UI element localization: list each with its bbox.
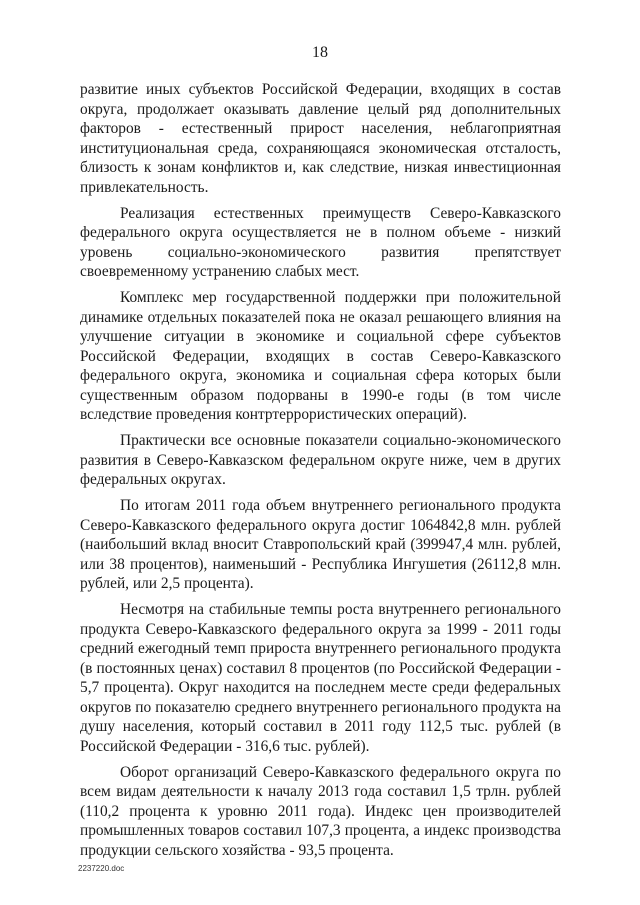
document-body xyxy=(80,80,561,860)
paragraph-turnover: Оборот организаций Северо-Кавказского федерального округа по всем видам деятельности к началу 2013 года составил 1,5 трлн. рублей (110,2 процента к уровню 2011 года). Индекс цен производителей промышленных товаров составил 107,3 процента, а индекс производства продукции сельского хозяйства - 93,5 процента. xyxy=(80,763,561,859)
paragraph-continuation: развитие иных субъектов Российской Федерации, входящих в состав округа, продолжает оказывать давление целый ряд дополнительных факторов - естественный прирост населения, неблагоприятная институциональная среда, сохраняющаяся экономическая отсталость, близость к зонам конфликтов и, как следствие, низкая инвестиционная привлекательность. xyxy=(80,81,561,196)
paragraph-natural-advantages: Реализация естественных преимуществ Северо-Кавказского федерального округа осуществляется не в полном объеме - низкий уровень социально-экономического развития препятствует своевременному устранению слабых мест. xyxy=(80,204,561,280)
paragraph-state-support: Комплекс мер государственной поддержки при положительной динамике отдельных показателей пока не оказал решающего влияния на улучшение ситуации в экономике и социальной сфере субъектов Российской Федерации, входящих в состав Северо-Кавказского федерального округа, экономика и социальная сфера которых были существенным образом подорваны в 1990-е годы (в том числе вследствие проведения контртеррористических операций). xyxy=(80,289,561,423)
file-name-footer: 2237220.doc xyxy=(78,864,125,873)
paragraph-grp-2011: По итогам 2011 года объем внутреннего регионального продукта Северо-Кавказского федерального округа достиг 1064842,8 млн. рублей (наибольший вклад вносит Ставропольский край (399947,4 млн. рублей, или 38 процентов), наименьший - Республика Ингушетия (26112,8 млн. рублей, или 2,5 процента). xyxy=(80,497,561,592)
paragraph-indicators: Практически все основные показатели социально-экономического развития в Северо-Кавказском федеральном округе ниже, чем в других федеральных округах. xyxy=(80,432,561,488)
paragraph-growth-rates: Несмотря на стабильные темпы роста внутреннего регионального продукта Северо-Кавказского федерального округа за 1999 - 2011 годы средний ежегодный темп прироста внутреннего регионального продукта (в постоянных ценах) составил 8 процентов (по Российской Федерации - 5,7 процента). Округ находится на последнем месте среди федеральных округов по показателю среднего внутреннего регионального продукта на душу населения, который составил в 2011 году 112,5 тыс. рублей (в Российской Федерации - 316,6 тыс. рублей). xyxy=(80,601,561,755)
page-number: 18 xyxy=(312,44,328,61)
